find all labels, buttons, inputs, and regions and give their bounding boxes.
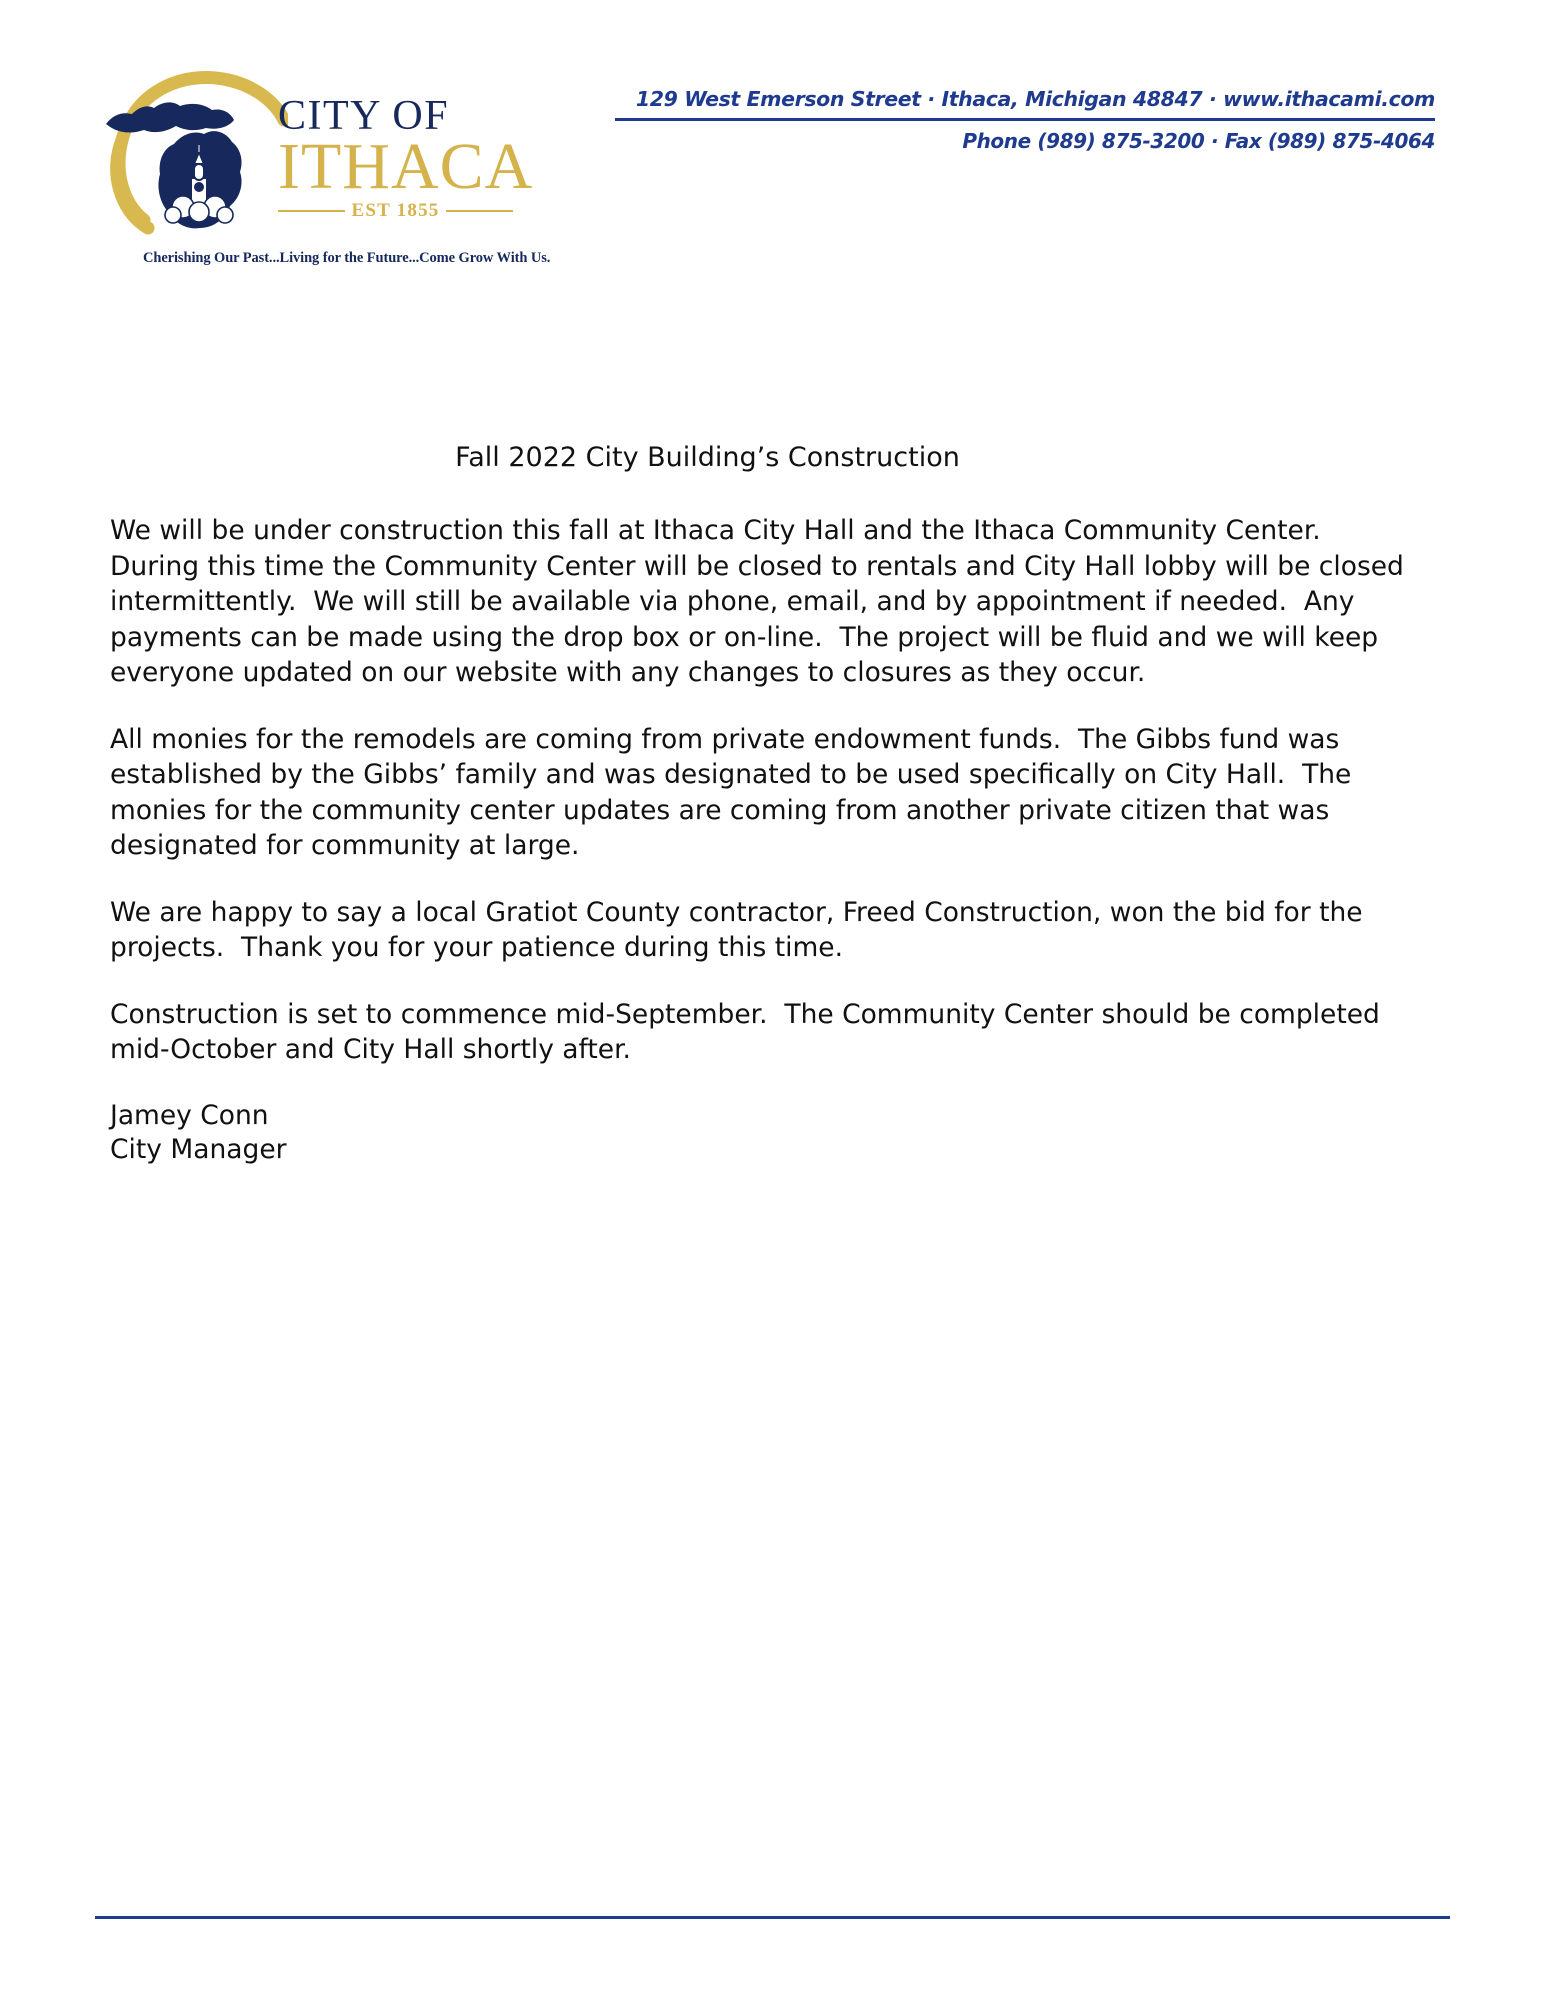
contact-info [615,87,1435,154]
wordmark-city-of: CITY OF [278,93,450,139]
paragraph-timeline: Construction is set to commence mid-September. The Community Center should be completed mid-October and City Hall shortly after. [110,998,1389,1066]
paragraph-intro: We will be under construction this fall at Ithaca City Hall and the Ithaca Community Center. During this time the Community Center will be closed to rentals and City Hall lobby will be closed intermittently. We will still be available via phone, email, and by appointment if needed. Any payments can be made using the drop box or on-line. The project will be fluid and we will keep everyone updated on our website with any changes to closures as they occur. [110,515,1413,689]
logo-tagline: Cherishing Our Past...Living for the Future...Come Grow With Us. [143,250,551,266]
signature-name: Jamey Conn [110,1099,269,1131]
est-rule-left [278,210,345,212]
signature-title: City Manager [110,1133,287,1165]
footer-divider-rule [95,1916,1450,1919]
signature-block [110,1099,1435,1167]
est-rule-right [446,210,513,212]
page-title: Fall 2022 City Building’s Construction [455,442,960,473]
contact-address-line: 129 West Emerson Street · Ithaca, Michigan 48847 · www.ithacami.com [635,87,1435,111]
paragraph-funding: All monies for the remodels are coming from private endowment funds. The Gibbs fund was established by the Gibbs’ family and was designated to be used specifically on City Hall. The monies for the community center updates are coming from another private citizen that was designated for community at large. [110,723,1360,862]
letter-body [110,440,1435,1166]
logo-wordmark [278,93,558,222]
paragraph-contractor: We are happy to say a local Gratiot County contractor, Freed Construction, won the bid for the projects. Thank you for your patience during this time. [110,896,1372,964]
contact-phone-line: Phone (989) 875-3200 · Fax (989) 875-4064 [962,128,1435,153]
letterhead [0,52,1545,282]
established-text: EST 1855 [351,199,440,221]
wordmark-ithaca: ITHACA [278,130,534,204]
michigan-state-outline-with-courthouse-icon [88,52,288,252]
city-logo [88,52,551,277]
contact-divider-rule [615,118,1435,121]
